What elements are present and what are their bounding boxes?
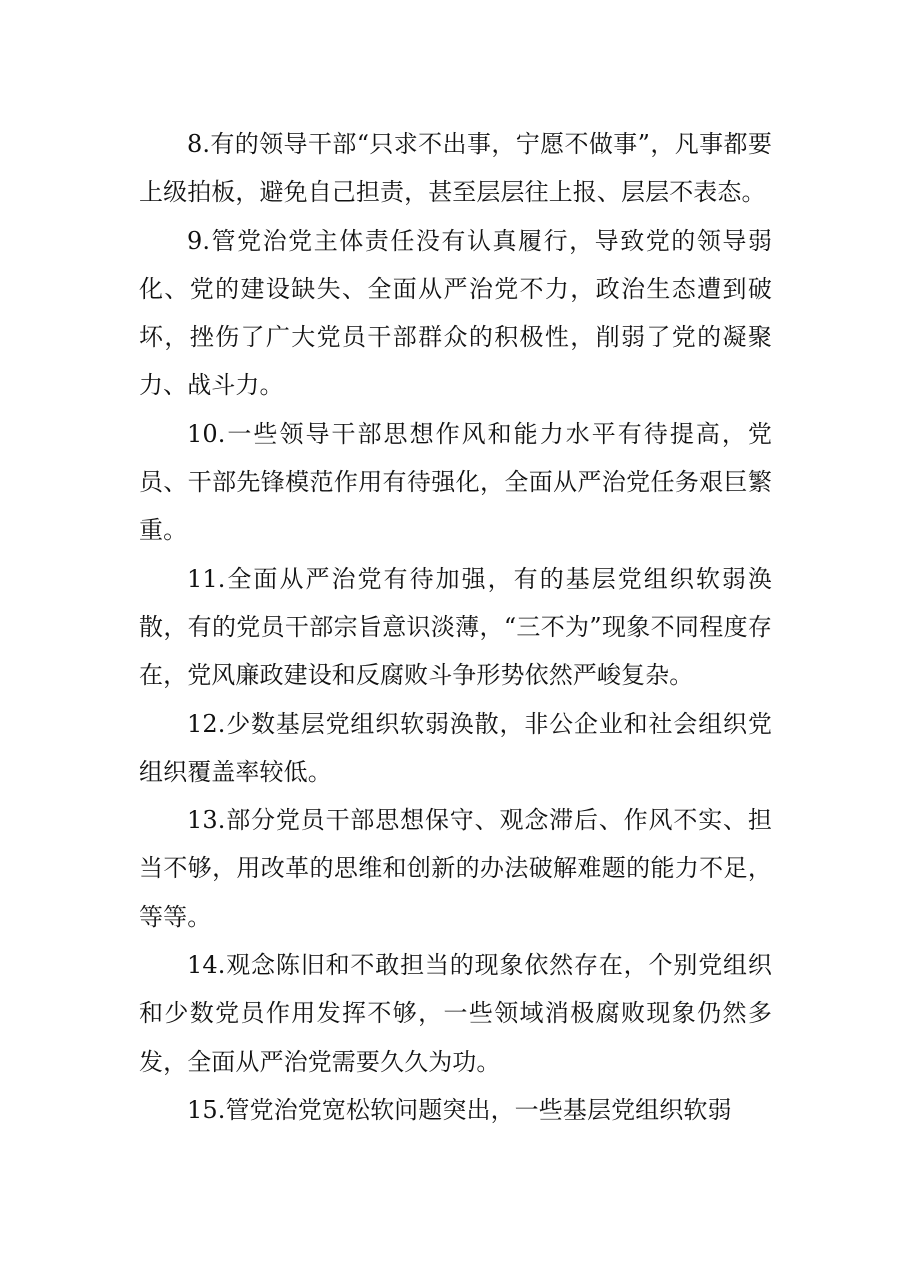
paragraph-item-9: 9.管党治党主体责任没有认真履行，导致党的领导弱化、党的建设缺失、全面从严治党不力，政治生态遭到破坏，挫伤了广大党员干部群众的积极性，削弱了党的凝聚力、战斗力。 [139,226,772,400]
paragraph-item-13: 13.部分党员干部思想保守、观念滞后、作风不实、担当不够，用改革的思维和创新的办法破解难题的能力不足，等等。 [139,806,772,931]
paragraph-item-8: 8.有的领导干部“只求不出事，宁愿不做事”，凡事都要上级拍板，避免自己担责，甚至层层往上报、层层不表态。 [139,130,772,207]
paragraph-item-11: 11.全面从严治党有待加强，有的基层党组织软弱涣散，有的党员干部宗旨意识淡薄，“三不为”现象不同程度存在，党风廉政建设和反腐败斗争形势依然严峻复杂。 [139,564,772,690]
paragraph-item-14: 14.观念陈旧和不敢担当的现象依然存在，个别党组织和少数党员作用发挥不够，一些领域消极腐败现象仍然多发，全面从严治党需要久久为功。 [139,951,772,1076]
paragraph-item-10: 10.一些领导干部思想作风和能力水平有待提高，党员、干部先锋模范作用有待强化，全面从严治党任务艰巨繁重。 [139,419,772,545]
paragraph-item-12: 12.少数基层党组织软弱涣散，非公企业和社会组织党组织覆盖率较低。 [139,709,772,786]
document-body [139,120,772,1134]
paragraph-item-15: 15.管党治党宽松软问题突出，一些基层党组织软弱 [187,1095,732,1124]
